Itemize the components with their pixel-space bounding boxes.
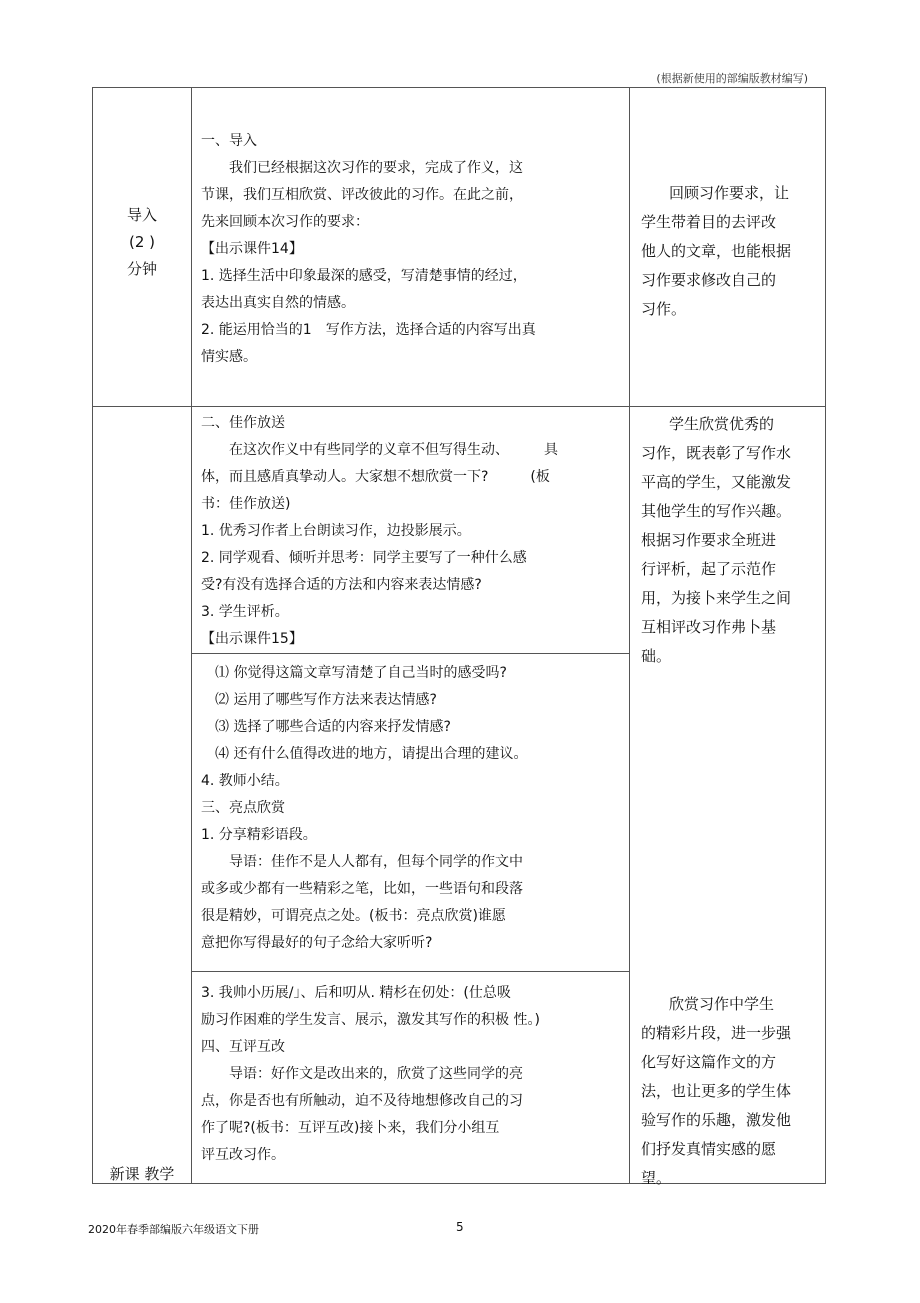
purpose-line: 回顾习作要求，让: [669, 184, 790, 202]
purpose-line: 础。: [641, 647, 672, 665]
text-line: 在这次作义中有些同学的义章不但写得生动、 具: [229, 442, 558, 458]
purpose-line: 验写作的乐趣，激发他: [641, 1111, 792, 1129]
text-line: 或多或少都有一些精彩之笔，比如，一些语句和段落: [201, 881, 523, 897]
text-line: 意把你写得最好的句子念给大家听听?: [201, 935, 433, 951]
row-divider-2: [191, 653, 629, 654]
header-note: (根据新使用的部编版教材编写): [656, 72, 808, 85]
section-heading: 二、佳作放送: [201, 415, 285, 431]
text-line: 点，你是否也有所触动，迫不及待地想修改自己的习: [201, 1093, 523, 1109]
stage-duration: (2 ): [128, 233, 155, 251]
purpose-line: 学生欣赏优秀的: [669, 415, 775, 433]
question-item: ⑴ 你觉得这篇文章写清楚了自己当时的感受吗?: [215, 665, 507, 681]
text-line: 作了呢?(板书：互评互改)接卜来，我们分小组互: [201, 1120, 500, 1136]
step-item: 2. 同学观看、倾听并思考：同学主要写了一种什么感: [201, 550, 527, 566]
question-item: ⑶ 选择了哪些合适的内容来抒发情感?: [215, 719, 451, 735]
purpose-line: 用，为接卜来学生之间: [641, 589, 792, 607]
stage-new-lesson: 新课 教学: [109, 1165, 175, 1183]
purpose-line: 们抒发真情实感的愿: [641, 1140, 777, 1158]
section-heading: 一、导入: [201, 133, 257, 149]
purpose-line: 互相评改习作弗卜基: [641, 618, 777, 636]
purpose-line: 习作。: [641, 300, 687, 318]
purpose-line: 根据习作要求全班进: [641, 531, 777, 549]
text-line: 受?有没有选择合适的方法和内容来表达情感?: [201, 577, 482, 593]
step-item: 1. 优秀习作者上台朗读习作，边投影展示。: [201, 523, 471, 539]
text-line: 书：佳作放送): [201, 496, 291, 512]
text-line: 表达出真实自然的情感。: [201, 295, 355, 311]
purpose-line: 其他学生的写作兴趣。: [641, 502, 792, 520]
text-line: 导语：好作文是改出来的，欣赏了这些同学的亮: [229, 1066, 523, 1082]
row-divider-3: [191, 971, 629, 972]
text-line: 评互改习作。: [201, 1147, 285, 1163]
section-heading: 三、亮点欣赏: [201, 800, 285, 816]
new-purpose: [641, 990, 791, 1193]
courseware-note: 【出示课件15】: [201, 631, 303, 647]
question-item: ⑵ 运用了哪些写作方法来表达情感?: [215, 692, 437, 708]
requirement-item: 2. 能运用恰当的1 写作方法，选择合适的内容写出真: [201, 322, 536, 338]
step-item: 1. 分享精彩语段。: [201, 827, 317, 843]
courseware-note: 【出示课件14】: [201, 241, 303, 257]
stage-label: 导入: [126, 206, 157, 224]
purpose-line: 望。: [641, 1169, 672, 1187]
purpose-line: 化写好这篇作文的方: [641, 1053, 777, 1071]
purpose-line: 习作要求修改自己的: [641, 271, 777, 289]
purpose-line: 行评析，起了示范作: [641, 560, 777, 578]
purpose-line: 平高的学生，又能激发: [641, 473, 792, 491]
section-heading: 四、互评互改: [201, 1039, 285, 1055]
share-purpose: [641, 410, 791, 671]
text-line: 导语：佳作不是人人都有，但每个同学的作文中: [229, 854, 523, 870]
requirement-item: 1. 选择生活中印象最深的感受，写清楚事情的经过，: [201, 268, 527, 284]
stage-unit: 分钟: [126, 260, 157, 278]
step-item: 4. 教师小结。: [201, 773, 289, 789]
purpose-line: 习作，既表彰了写作水: [641, 444, 792, 462]
step-item: 3. 学生评析。: [201, 604, 289, 620]
step-item: 3. 我帅小历展/」、后和叨从. 精杉在仞处：(仕总吸: [201, 985, 511, 1001]
text-line: 先来回顾本次习作的要求：: [201, 214, 369, 230]
purpose-line: 的精彩片段，进一步强: [641, 1024, 792, 1042]
text-line: 节课，我们互相欣赏、评改彼此的习作。在此之前，: [201, 187, 523, 203]
col-divider-1: [191, 88, 192, 1183]
purpose-line: 欣赏习作中学生: [669, 995, 775, 1013]
stage-intro: [93, 202, 191, 283]
purpose-line: 他人的文章，也能根据: [641, 242, 792, 260]
question-item: ⑷ 还有什么值得改进的地方，请提出合理的建议。: [215, 746, 528, 762]
text-line: 体，而且感盾真挚动人。大家想不想欣赏一下? (板: [201, 469, 550, 485]
new-content: [201, 980, 540, 1169]
text-line: 我们已经根据这次习作的要求，完成了作义，这: [229, 160, 523, 176]
purpose-line: 法，也让更多的学生体: [641, 1082, 792, 1100]
intro-purpose: [641, 179, 791, 324]
text-line: 很是精妙，可谓亮点之处。(板书：亮点欣赏)谁愿: [201, 908, 506, 924]
text-line: 情实感。: [201, 349, 257, 365]
lesson-table: [92, 87, 826, 1187]
share-questions: [201, 660, 527, 957]
text-line: 励习作困难的学生发言、展示，激发其写作的积极 性。): [201, 1012, 540, 1028]
page-number: 5: [456, 1220, 464, 1234]
share-content: [201, 410, 631, 653]
row-divider-1: [93, 406, 825, 407]
intro-content: [201, 128, 536, 371]
footer-title: 2020年春季部编版六年级语文下册: [88, 1223, 259, 1236]
purpose-line: 学生带着目的去评改: [641, 213, 777, 231]
